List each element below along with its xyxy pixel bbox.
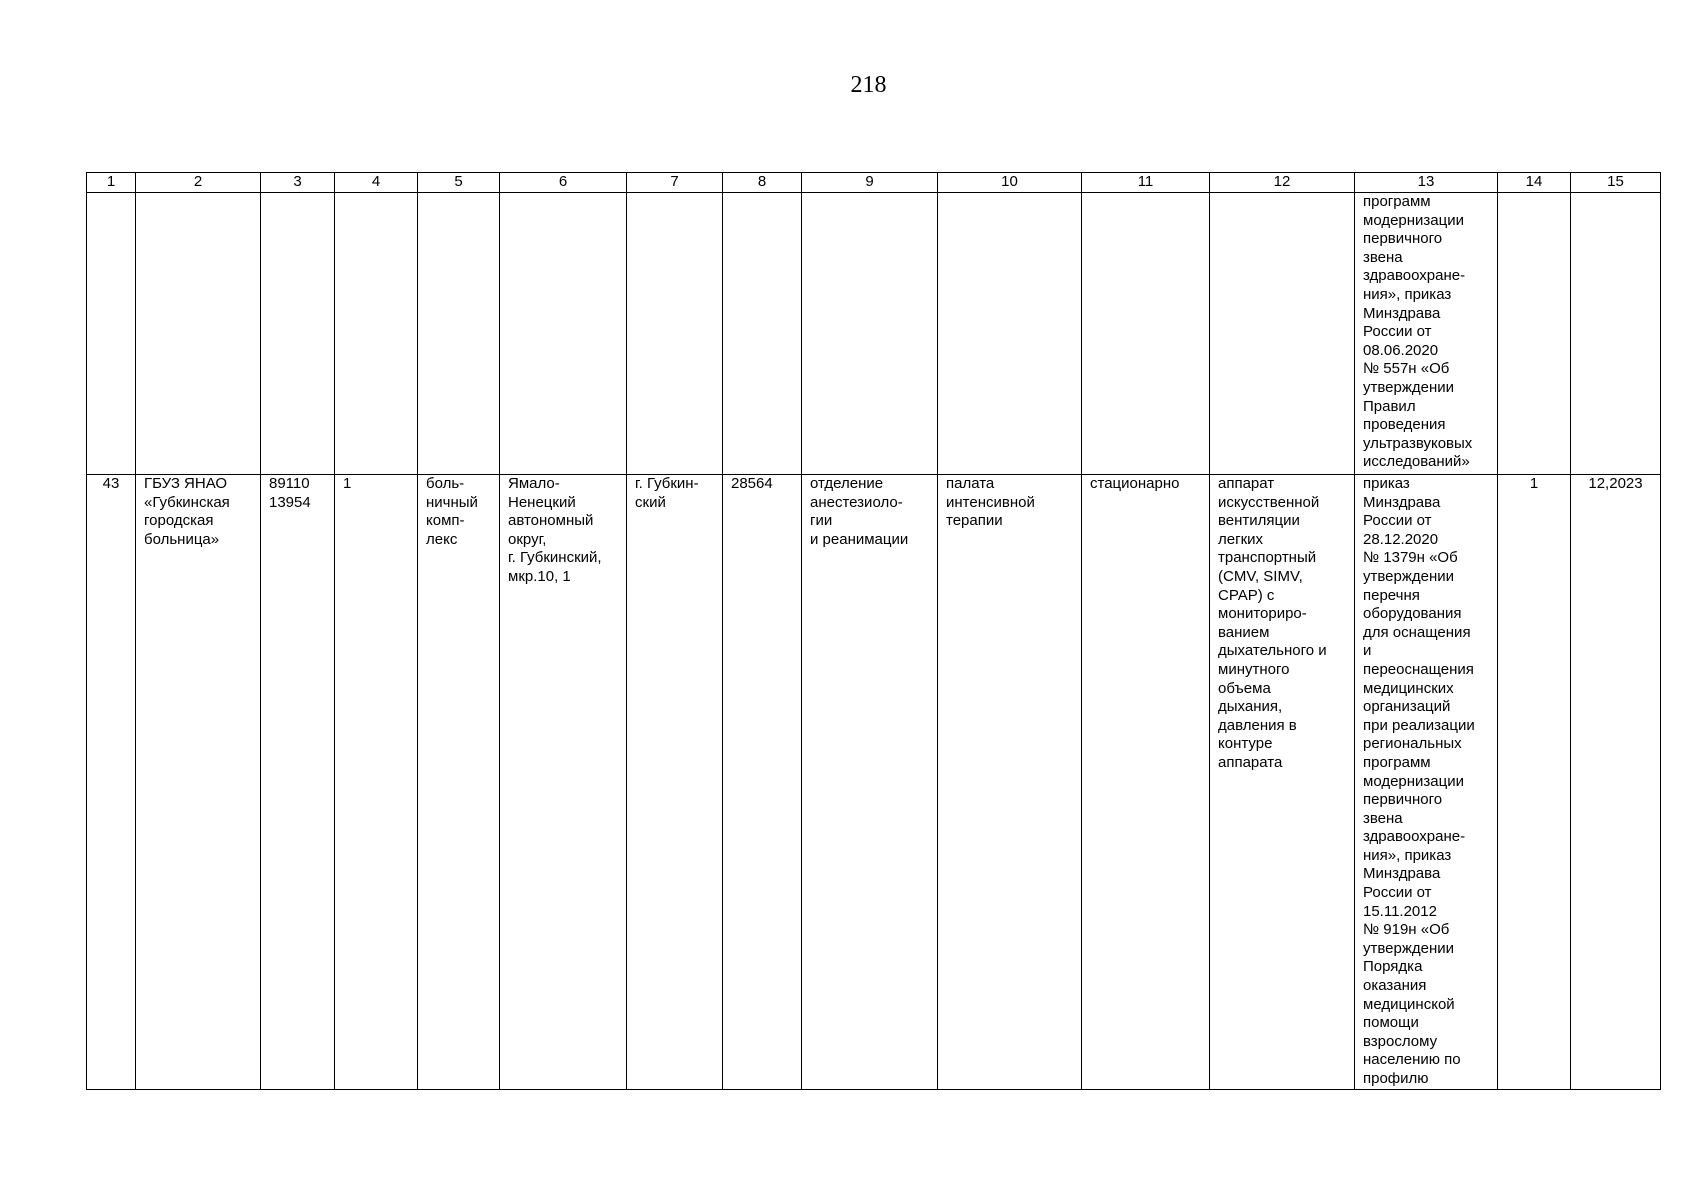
table-row: [87, 193, 1661, 475]
column-header: 12: [1210, 173, 1355, 193]
table-cell: [500, 193, 627, 475]
page-number: 218: [850, 72, 887, 98]
table-cell: [87, 193, 136, 475]
table-cell: [1571, 193, 1661, 475]
equipment-table: [86, 172, 1661, 1090]
column-header: 2: [136, 173, 261, 193]
column-header: 1: [87, 173, 136, 193]
column-header: 11: [1082, 173, 1210, 193]
column-header: 14: [1498, 173, 1571, 193]
table-cell: 1: [335, 475, 418, 1090]
table-cell: стационарно: [1082, 475, 1210, 1090]
column-header: 10: [938, 173, 1082, 193]
column-header: 6: [500, 173, 627, 193]
table-cell: [627, 193, 723, 475]
table-cell: ГБУЗ ЯНАО «Губкинская городская больница»: [136, 475, 261, 1090]
table-cell: [938, 193, 1082, 475]
table-cell: [1082, 193, 1210, 475]
table-cell: [802, 193, 938, 475]
table-cell: [1210, 193, 1355, 475]
column-header: 13: [1355, 173, 1498, 193]
column-header: 4: [335, 173, 418, 193]
table-cell: аппарат искусственной вентиляции легких транспортный (CMV, SIMV, CPAP) с мониториро- ванием дыхательного и минутного объема дыхания, давления в контуре аппарата: [1210, 475, 1355, 1090]
table-cell: [1498, 193, 1571, 475]
table-cell: программ модернизации первичного звена здравоохране- ния», приказ Минздрава России от 08.06.2020 № 557н «Об утверждении Правил проведения ультразвуковых исследований»: [1355, 193, 1498, 475]
column-header: 9: [802, 173, 938, 193]
table-cell: 28564: [723, 475, 802, 1090]
table-cell: боль- ничный комп- лекс: [418, 475, 500, 1090]
column-header: 15: [1571, 173, 1661, 193]
table-row: [87, 475, 1661, 1090]
table-cell: [261, 193, 335, 475]
table-cell: Ямало- Ненецкий автономный округ, г. Губкинский, мкр.10, 1: [500, 475, 627, 1090]
column-header: 3: [261, 173, 335, 193]
table-cell: [335, 193, 418, 475]
table-cell: отделение анестезиоло- гии и реанимации: [802, 475, 938, 1090]
table-cell: 12,2023: [1571, 475, 1661, 1090]
column-header: 8: [723, 173, 802, 193]
table-header-row: [87, 173, 1661, 193]
table-cell: [136, 193, 261, 475]
table-cell: 1: [1498, 475, 1571, 1090]
column-header: 5: [418, 173, 500, 193]
table-cell: [418, 193, 500, 475]
table-cell: палата интенсивной терапии: [938, 475, 1082, 1090]
table-cell: приказ Минздрава России от 28.12.2020 № 1379н «Об утверждении перечня оборудования для оснащения и переоснащения медицинских организаций при реализации региональных программ модернизации первичного звена здравоохране- ния», приказ Минздрава России от 15.11.2012 № 919н «Об утверждении Порядка оказания медицинской помощи взрослому населению по профилю: [1355, 475, 1498, 1090]
table-cell: 89110 13954: [261, 475, 335, 1090]
table-cell: г. Губкин- ский: [627, 475, 723, 1090]
table-cell: 43: [87, 475, 136, 1090]
column-header: 7: [627, 173, 723, 193]
table-cell: [723, 193, 802, 475]
